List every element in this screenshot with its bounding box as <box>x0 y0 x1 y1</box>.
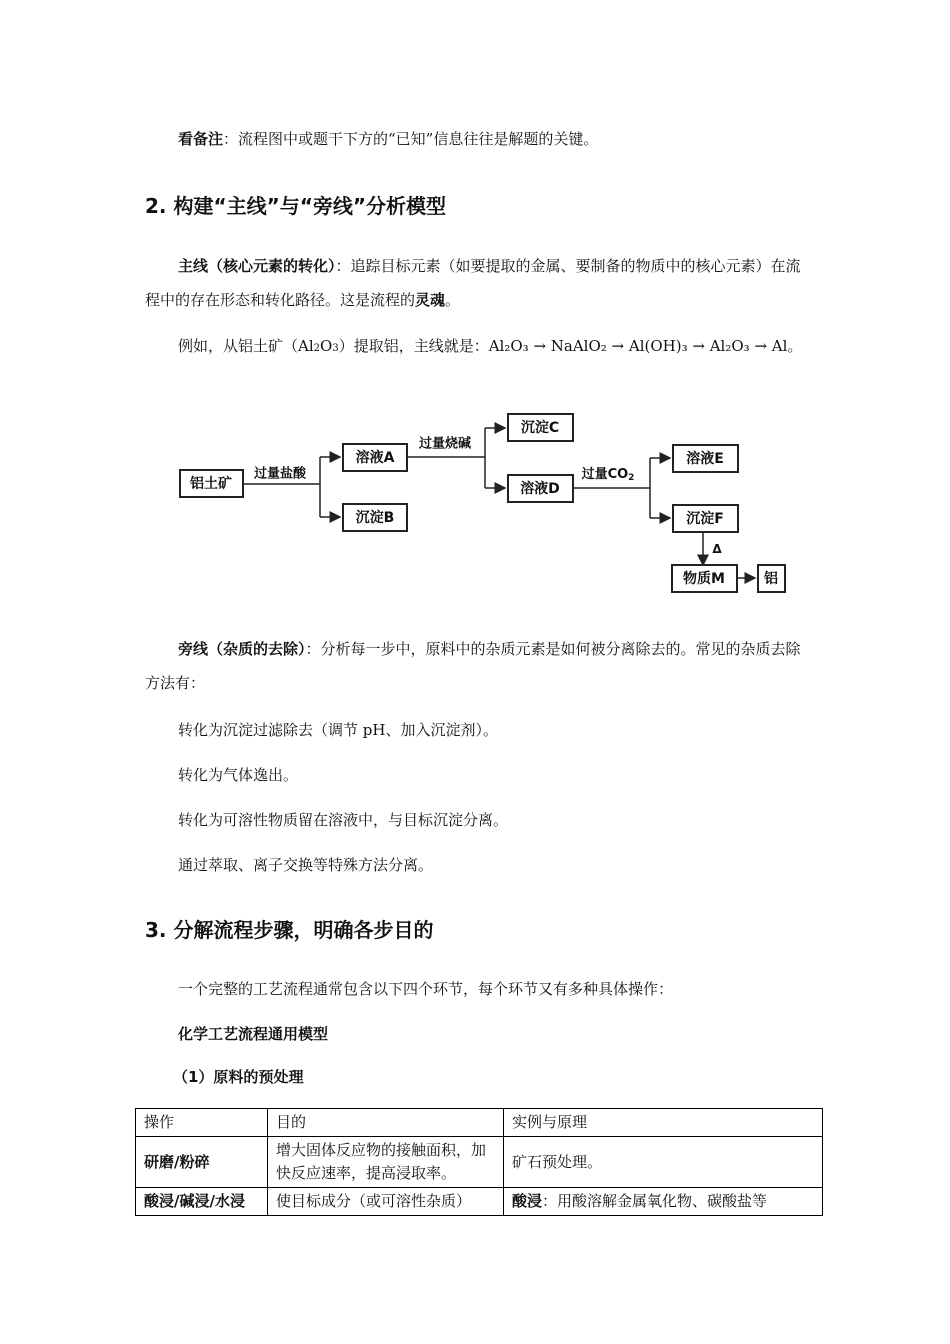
sub-heading-1: （1）原料的预处理 <box>173 1068 304 1086</box>
sideline-label: 旁线（杂质的去除） <box>178 640 306 658</box>
mainline-text: ：追踪目标元素（如要提取的金属、要制备的物质中的核心元素）在流程中的存在形态和转化路径。这是流程的 <box>145 257 801 309</box>
mainline-label: 主线（核心元素的转化） <box>178 257 336 275</box>
section3-title: 3. 分解流程步骤，明确各步目的 <box>145 918 434 942</box>
table-cell: 研磨/粉碎 <box>136 1137 268 1188</box>
table-header: 操作 <box>136 1109 268 1137</box>
pretreatment-table <box>135 1108 823 1216</box>
mainline-end: 。 <box>445 291 461 309</box>
note-text: ：流程图中或题干下方的“已知”信息往往是解题的关键。 <box>223 130 599 148</box>
label-al: 铝 <box>764 571 778 587</box>
label-solD: 溶液D <box>520 481 560 497</box>
model-heading: 化学工艺流程通用模型 <box>178 1025 329 1043</box>
table-row <box>136 1137 823 1188</box>
label-step1: 过量盐酸 <box>253 466 307 482</box>
label-precF: 沉淀F <box>686 511 724 527</box>
label-step2: 过量烧碱 <box>418 436 472 452</box>
note-label: 看备注 <box>178 130 224 148</box>
section3-intro: 一个完整的工艺流程通常包含以下四个环节，每个环节又有多种具体操作： <box>178 980 674 998</box>
table-cell <box>504 1188 823 1216</box>
example-intro: 例如，从铝土矿（Al <box>178 337 314 355</box>
label-ore: 铝土矿 <box>190 476 232 492</box>
sideline-item-2: 转化为气体逸出。 <box>178 766 299 784</box>
sideline-text: ：分析每一步中，原料中的杂质元素是如何被分离除去的。常见的杂质去除方法有： <box>145 640 801 692</box>
example-intro2: O <box>320 337 333 355</box>
table-cell: 增大固体反应物的接触面积，加快反应速率，提高浸取率。 <box>268 1137 504 1188</box>
label-precB: 沉淀B <box>355 510 395 526</box>
label-subM: 物质M <box>683 571 725 587</box>
sideline-item-1: 转化为沉淀过滤除去（调节 pH、加入沉淀剂）。 <box>178 721 498 739</box>
mainline-paragraph <box>145 249 810 317</box>
table-cell-text: ：用酸溶解金属氧化物、碳酸盐等 <box>542 1192 768 1210</box>
label-solA: 溶液A <box>355 450 395 466</box>
note-paragraph <box>145 122 810 156</box>
table-row <box>136 1188 823 1216</box>
mainline-emph: 灵魂 <box>415 291 446 309</box>
label-precC: 沉淀C <box>520 420 560 436</box>
table-cell: 使目标成分（或可溶性杂质） <box>268 1188 504 1216</box>
table-cell-emph: 酸浸 <box>512 1192 543 1210</box>
label-heat: Δ <box>712 542 722 556</box>
table-header: 目的 <box>268 1109 504 1137</box>
flow-diagram <box>175 410 795 600</box>
table-header-row <box>136 1109 823 1137</box>
table-cell: 酸浸/碱浸/水浸 <box>136 1188 268 1216</box>
sideline-paragraph <box>145 632 810 700</box>
sideline-item-3: 转化为可溶性物质留在溶液中，与目标沉淀分离。 <box>178 811 509 829</box>
table-cell: 矿石预处理。 <box>504 1137 823 1188</box>
example-chain: Al₂O₃ → NaAlO₂ → Al(OH)₃ → Al₂O₃ → Al。 <box>488 337 803 355</box>
label-solE: 溶液E <box>686 451 724 467</box>
example-paragraph: 例如，从铝土矿（Al2O3）提取铝，主线就是：Al₂O₃ → NaAlO₂ → Al(OH)₃ → Al₂O₃ → Al。 <box>178 337 803 355</box>
sideline-item-4: 通过萃取、离子交换等特殊方法分离。 <box>178 856 434 874</box>
table-header: 实例与原理 <box>504 1109 823 1137</box>
section2-title: 2. 构建“主线”与“旁线”分析模型 <box>145 194 447 218</box>
label-step3: 过量$CO_2$ <box>581 466 635 483</box>
example-intro3: ）提取铝，主线就是： <box>338 337 489 355</box>
